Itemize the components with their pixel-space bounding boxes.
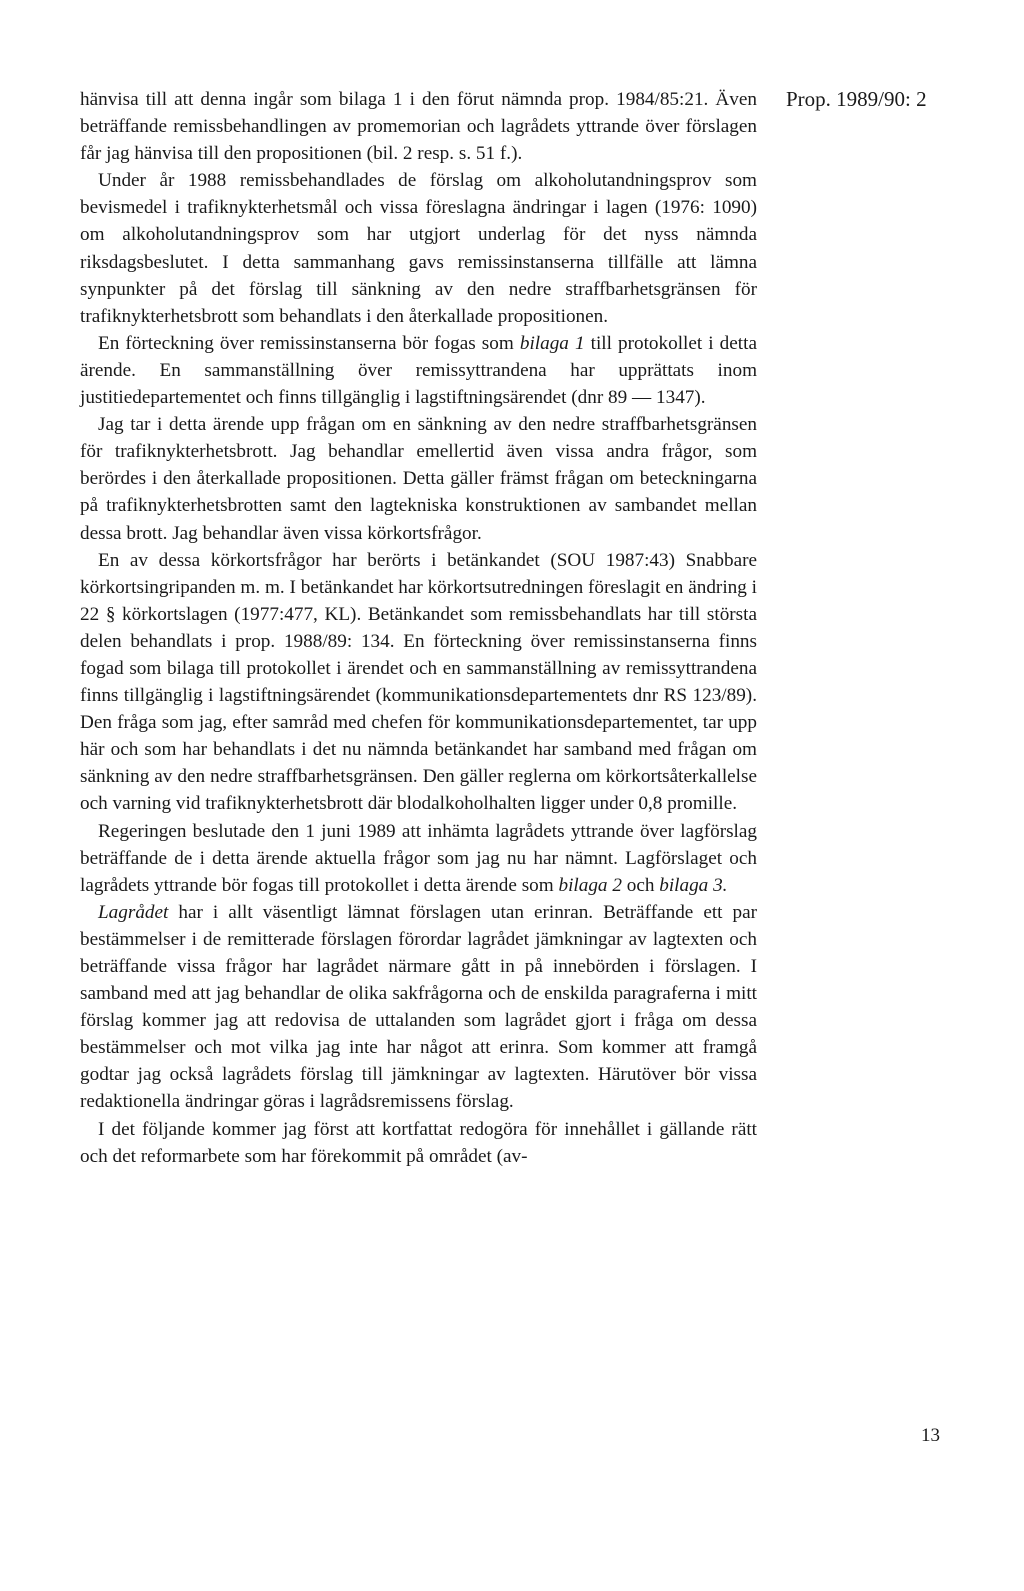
paragraph-text: och [621,874,660,896]
page-number: 13 [921,1425,940,1446]
paragraph-text: Under år 1988 remissbehandlades de förslag om alkoholutandningsprov som bevismedel i trafiknykterhetsmål och vissa föreslagna ändringar i lagen (1976: 1090) om alkoholutandningsprov som har utgjort underlag för det nyss nämnda riksdagsbeslutet. I detta sammanhang gavs remissinstanserna tillfälle att lämna synpunkter på det förslag till sänkning av den nedre straffbarhetsgränsen för trafiknykterhetsbrott som behandlats i den återkallade propositionen. [80,170,757,327]
italic-text: bilaga 2 [558,874,622,896]
paragraph [80,899,757,1116]
paragraph-text: I det följande kommer jag först att kortfattat redogöra för innehållet i gällande rätt och det reformarbete som har förekommit på området (av- [80,1118,757,1167]
body-text [80,86,757,1170]
paragraph [80,411,757,546]
paragraph-text: Jag tar i detta ärende upp frågan om en sänkning av den nedre straffbarhetsgränsen för trafiknykterhetsbrott. Jag behandlar emellertid även vissa andra frågor, som berördes i den återkallade propositionen. Detta gäller främst frågan om beteckningarna på trafiknykterhetsbrotten samt den lagtekniska konstruktionen av sambandet mellan dessa brott. Jag behandlar även vissa körkortsfrågor. [80,414,757,544]
paragraph-text: En förteckning över remissinstanserna bör fogas som [98,332,520,354]
paragraph [80,86,757,167]
paragraph [80,1116,757,1170]
paragraph-text: En av dessa körkortsfrågor har berörts i betänkandet (SOU 1987:43) Snabbare körkortsingripanden m. m. I betänkandet har körkortsutredningen föreslagit en ändring i 22 § körkortslagen (1977:477, KL). Betänkandet som remissbehandlats har till största delen behandlats i prop. 1988/89: 134. En förteckning över remissinstanserna finns fogad som bilaga till protokollet i ärendet och en sammanställning av remissyttrandena finns tillgänglig i lagstiftningsärendet (kommunikationsdepartementets dnr RS 123/89). Den fråga som jag, efter samråd med chefen för kommunikationsdepartementet, tar upp här och som har behandlats i det nu nämnda betänkandet har samband med frågan om sänkning av den nedre straffbarhetsgränsen. Den gäller reglerna om körkortsåterkallelse och varning vid trafiknykterhetsbrott där blodalkoholhalten ligger under 0,8 promille. [80,549,757,815]
italic-text: Lagrådet [98,901,169,923]
paragraph-text: till protokollet i detta ärende. En sammanställning över remissyttrandena har upprättats inom justitiedepartementet och finns tillgänglig i lagstiftningsärendet (dnr 89 — 1347). [80,332,757,409]
paragraph [80,330,757,411]
paragraph [80,547,757,818]
paragraph-text: har i allt väsentligt lämnat förslagen utan erinran. Beträffande ett par bestämmelser i de remitterade förslagen förordar lagrådet jämkningar av lagtexten och beträffande vissa frågor har lagrådet närmare gått in på innebörden i förslagen. I samband med att jag behandlar de olika sakfrågorna och de enskilda paragraferna i mitt förslag kommer jag att redovisa de uttalanden som lagrådet gjort i fråga om dessa bestämmelser och mot vilka jag inte har något att erinra. Som kommer att framgå godtar jag också lagrådets förslag till jämkningar av lagtexten. Härutöver bör vissa redaktionella ändringar göras i lagrådsremissens förslag. [80,901,757,1113]
paragraph [80,167,757,330]
proposition-reference: Prop. 1989/90: 2 [786,87,927,111]
paragraph-text: Regeringen beslutade den 1 juni 1989 att inhämta lagrådets yttrande över lagförslag beträffande de i detta ärende aktuella frågor som jag nu har nämnt. Lagförslaget och lagrådets yttrande bör fogas till protokollet i detta ärende som [80,820,757,896]
paragraph [80,818,757,899]
italic-text: bilaga 3. [659,874,728,896]
paragraph-text: hänvisa till att denna ingår som bilaga 1 i den förut nämnda prop. 1984/85:21. Även beträffande remissbehandlingen av promemorian och lagrådets yttrande över förslagen får jag hänvisa till den propositionen (bil. 2 resp. s. 51 f.). [80,89,757,165]
italic-text: bilaga 1 [519,332,585,354]
